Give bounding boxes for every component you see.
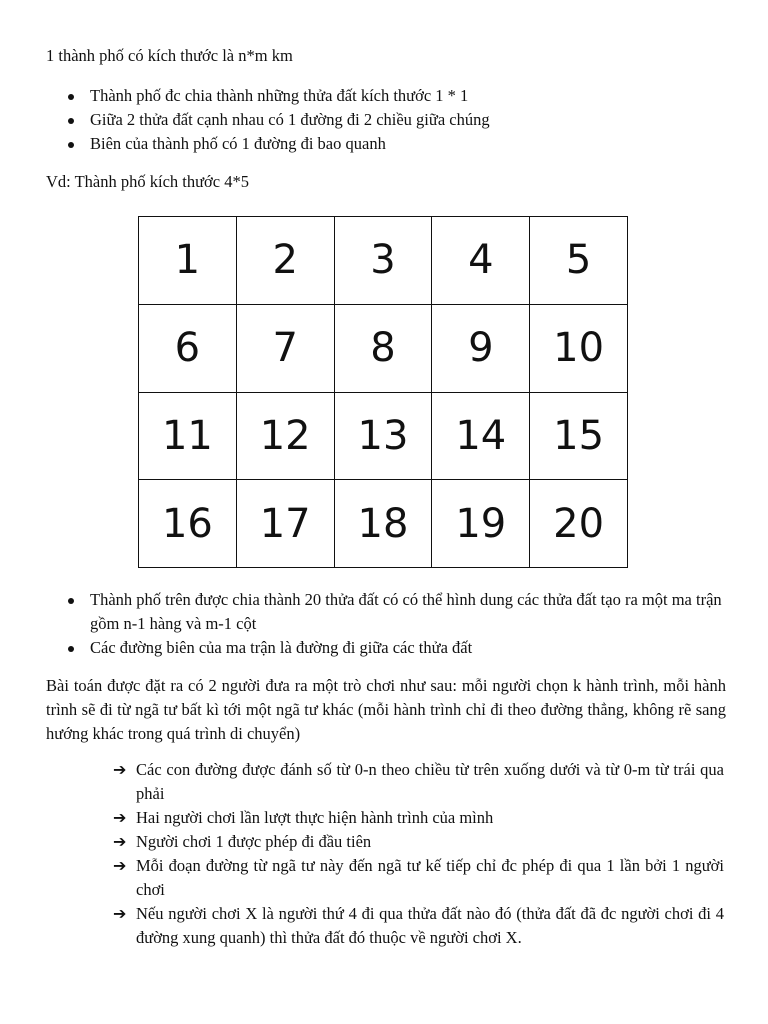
grid-cell: 11 bbox=[139, 392, 237, 480]
grid-cell: 18 bbox=[334, 480, 432, 568]
arrow-right-icon: ➔ bbox=[113, 856, 127, 875]
grid-cell: 9 bbox=[432, 304, 530, 392]
bullet-icon bbox=[68, 142, 74, 148]
grid-cell: 16 bbox=[139, 480, 237, 568]
grid-cell: 7 bbox=[236, 304, 334, 392]
list-item-text: Các con đường được đánh số từ 0-n theo chiều từ trên xuống dưới và từ 0-m từ trái qua phải bbox=[136, 760, 724, 803]
list-item-text: Thành phố đc chia thành những thửa đất kích thước 1 * 1 bbox=[90, 86, 469, 105]
grid-cell: 3 bbox=[334, 217, 432, 305]
rules-list bbox=[0, 758, 768, 950]
list-item-text: Các đường biên của ma trận là đường đi giữa các thửa đất bbox=[90, 638, 473, 657]
grid-cell: 19 bbox=[432, 480, 530, 568]
grid-cell: 1 bbox=[139, 217, 237, 305]
list-item bbox=[0, 830, 724, 854]
bullet-list-notes bbox=[0, 588, 768, 660]
list-item bbox=[0, 758, 724, 806]
grid-cell: 15 bbox=[530, 392, 628, 480]
grid-cell: 14 bbox=[432, 392, 530, 480]
intro-text: 1 thành phố có kích thước là n*m km bbox=[46, 46, 293, 65]
list-item-text: Biên của thành phố có 1 đường đi bao quanh bbox=[90, 134, 386, 153]
grid-cell: 12 bbox=[236, 392, 334, 480]
grid-cell: 6 bbox=[139, 304, 237, 392]
list-item-text: Mỗi đoạn đường từ ngã tư này đến ngã tư kế tiếp chỉ đc phép đi qua 1 lần bởi 1 người chơi bbox=[136, 856, 724, 899]
bullet-icon bbox=[68, 646, 74, 652]
list-item bbox=[0, 806, 724, 830]
list-item bbox=[0, 854, 724, 902]
list-item-text: Nếu người chơi X là người thứ 4 đi qua thửa đất nào đó (thửa đất đã đc người chơi đi 4 đường xung quanh) thì thửa đất đó thuộc về người chơi X. bbox=[136, 904, 724, 947]
bullet-icon bbox=[68, 94, 74, 100]
grid-cell: 20 bbox=[530, 480, 628, 568]
grid-row bbox=[139, 304, 628, 392]
list-item bbox=[0, 636, 726, 660]
list-item-text: Hai người chơi lần lượt thực hiện hành trình của mình bbox=[136, 808, 494, 827]
bullet-list-definitions bbox=[0, 84, 768, 156]
arrow-right-icon: ➔ bbox=[113, 760, 127, 779]
list-item bbox=[0, 588, 726, 636]
problem-statement: Bài toán được đặt ra có 2 người đưa ra một trò chơi như sau: mỗi người chọn k hành trình, mỗi hành trình sẽ đi từ ngã tư bất kì tới một ngã tư khác (mỗi hành trình chỉ đi theo đường thẳng, không rẽ sang hướng khác trong quá trình di chuyển) bbox=[46, 676, 726, 743]
bullet-icon bbox=[68, 598, 74, 604]
grid-cell: 2 bbox=[236, 217, 334, 305]
bullet-icon bbox=[68, 118, 74, 124]
grid-row bbox=[139, 217, 628, 305]
example-label: Vd: Thành phố kích thước 4*5 bbox=[46, 172, 249, 191]
list-item-text: Giữa 2 thửa đất cạnh nhau có 1 đường đi 2 chiều giữa chúng bbox=[90, 110, 490, 129]
grid-row bbox=[139, 392, 628, 480]
arrow-right-icon: ➔ bbox=[113, 832, 127, 851]
grid-cell: 17 bbox=[236, 480, 334, 568]
grid-row bbox=[139, 480, 628, 568]
list-item bbox=[0, 108, 726, 132]
list-item bbox=[0, 84, 726, 108]
arrow-right-icon: ➔ bbox=[113, 808, 127, 827]
grid-cell: 8 bbox=[334, 304, 432, 392]
arrow-right-icon: ➔ bbox=[113, 904, 127, 923]
list-item-text: Thành phố trên được chia thành 20 thửa đất có có thể hình dung các thửa đất tạo ra một ma trận gồm n-1 hàng và m-1 cột bbox=[90, 590, 722, 633]
list-item-text: Người chơi 1 được phép đi đầu tiên bbox=[136, 832, 372, 851]
grid-cell: 10 bbox=[530, 304, 628, 392]
list-item bbox=[0, 132, 726, 156]
grid-cell: 4 bbox=[432, 217, 530, 305]
grid-cell: 13 bbox=[334, 392, 432, 480]
city-grid-table bbox=[138, 216, 628, 568]
list-item bbox=[0, 902, 724, 950]
grid-cell: 5 bbox=[530, 217, 628, 305]
